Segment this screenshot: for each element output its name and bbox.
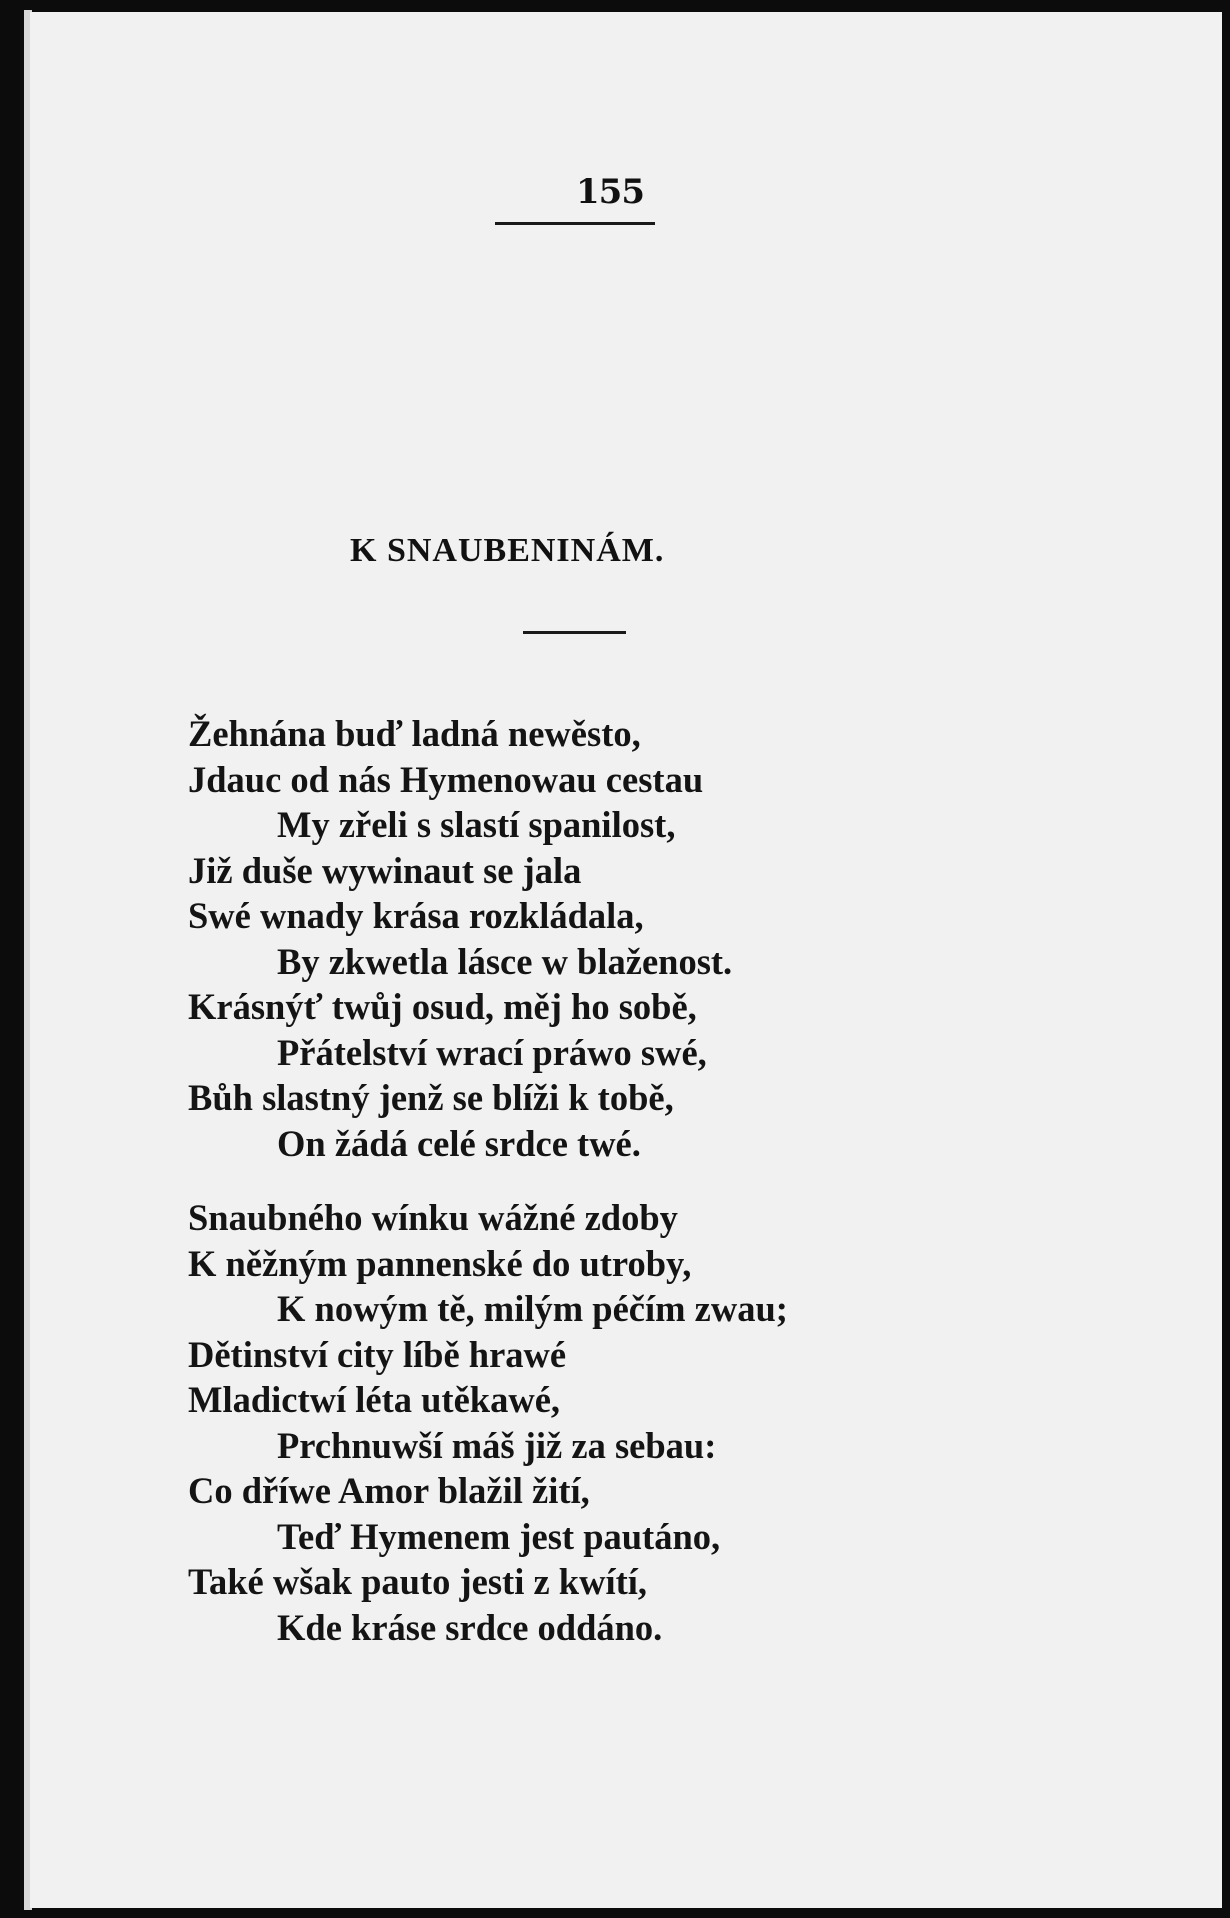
verse-line: Dětinství city líbě hrawé [188,1333,567,1375]
verse-line: Kde krásе srdce oddáno. [277,1606,663,1648]
verse-line: Prchnuwší máš již za sebau: [277,1424,717,1466]
verse-line: My zřeli s slastí spanilost, [277,804,676,845]
title-rule [523,631,626,634]
verse-line: On žádá celé srdce twé. [277,1122,641,1164]
verse-line: Bůh slastný jenž se blíži k tobě, [188,1077,674,1118]
verse-line: Snaubného wínku wážné zdoby [188,1197,678,1238]
verse-line: Přátelství wrací práwo swé, [277,1031,707,1073]
page-number: 155 [576,172,644,212]
verse-line: Swé wnady krása rozkládala, [188,895,644,936]
verse-line: Již duše wywinaut se jala [188,849,582,891]
stanza-1 [188,711,1088,1166]
verse-line: K nowým tě, milým péčím zwau; [277,1288,788,1329]
verse-line: Teď Hymenem jest pautáno, [277,1515,721,1557]
verse-line: K něžným pannenské do utroby, [188,1242,692,1284]
verse-line: Žehnána buď ladná newěsto, [188,713,641,754]
verse-line: Jdauc od nás Hymenowau cestau [188,758,704,800]
verse-line: Krásnýť twůj osud, měj ho sobě, [188,986,697,1027]
header-rule [495,222,655,225]
poem-title: K SNAUBENINÁM. [350,532,665,569]
stanza-2 [188,1195,1088,1650]
verse-line: Mladictwí léta utěkawé, [188,1379,561,1420]
verse-line: By zkwetla lásce w blaženost. [277,940,733,982]
verse-line: Také wšak pauto jesti z kwítí, [188,1561,648,1602]
verse-line: Co dříwe Amor blažil žití, [188,1470,590,1511]
